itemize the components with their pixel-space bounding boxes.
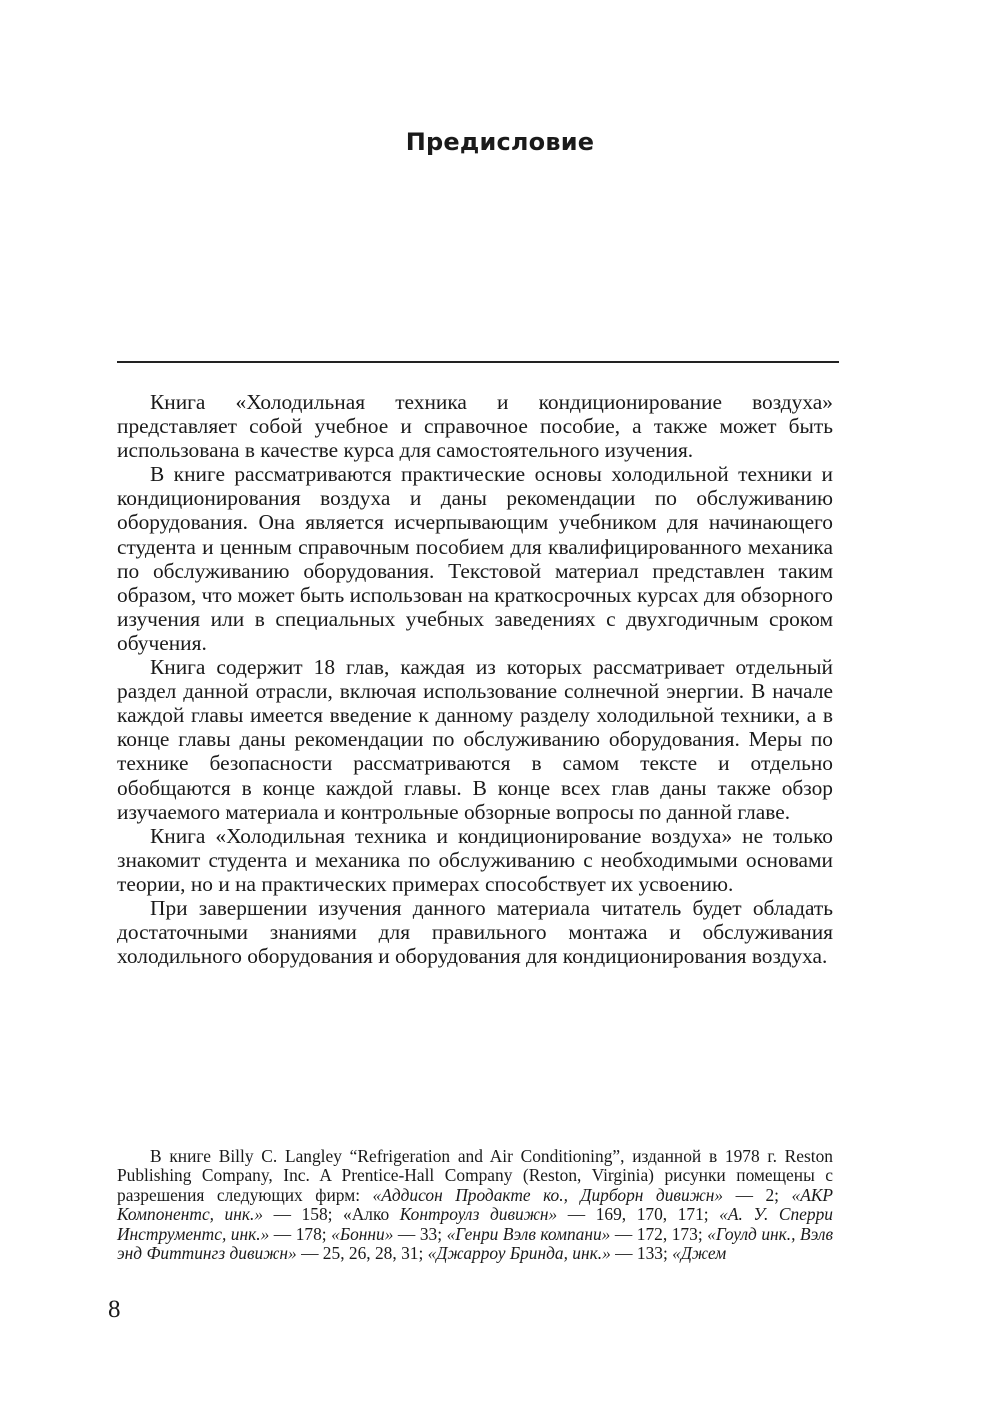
paragraph: Книга содержит 18 глав, каждая из которых рассматривает отдельный раздел данной отрасли, включая использование солнечной энергии. В начале каждой главы имеется введение к данному разделу холодильной техники, а в конце главы даны рекомендации по обслуживанию оборудования. Меры по технике безопасности рассматриваются в самом тексте и отдельно обобщаются в конце каждой главы. В конце всех глав даны также обзор изучаемого материала и контрольные обзорные вопросы по данной главе. bbox=[117, 655, 833, 824]
main-text bbox=[117, 390, 833, 968]
paragraph: Книга «Холодильная техника и кондиционирование воздуха» представляет собой учебное и справочное пособие, а также может быть использована в качестве курса для самостоятельного изучения. bbox=[117, 390, 833, 463]
footnote-firm: «Бонни» bbox=[331, 1223, 394, 1244]
footnote-text: — 158; «Алко bbox=[263, 1204, 400, 1225]
footnote-firm: «Аддисон Продакте ко., Дирборн дивижн» bbox=[372, 1184, 724, 1205]
footnote-text: — 33; bbox=[393, 1223, 447, 1244]
footnote-text: В книге Billy C. Langley “Refrigeration and Air Conditioning”, изданной в 1978 г. Reston Publishing Company, Inc. A Prentice-Hall Company (Reston, Virginia) рисунки помещены с разрешения следующих фирм: bbox=[117, 1146, 833, 1205]
horizontal-rule bbox=[117, 361, 839, 363]
paragraph: Книга «Холодильная техника и кондиционирование воздуха» не только знакомит студента и механика по обслуживанию с необходимыми основами теории, но и на практических примерах способствует их усвоению. bbox=[117, 823, 833, 896]
paragraph: При завершении изучения данного материала читатель будет обладать достаточными знаниями для правильного монтажа и обслуживания холодильного оборудования и оборудования для кондиционирования воздуха. bbox=[117, 895, 833, 969]
footnote-firm: «Гоулд инк., Вэлв энд Фиттингз дивижн» bbox=[117, 1223, 833, 1264]
footnote-text: — 178; bbox=[269, 1223, 332, 1244]
footnote-text: — 169, 170, 171; bbox=[557, 1204, 720, 1225]
footnote-text: — 2; bbox=[723, 1184, 792, 1205]
footnote-firm: «АКР Компонентс, инк.» bbox=[117, 1184, 833, 1225]
paragraph: В книге рассматриваются практические основы холодильной техники и кондиционирования воздуха и даны рекомендации по обслуживанию оборудования. Она является исчерпывающим учебником для начинающего студента и ценным справочным пособием для квалифицированного механика по обслуживанию оборудования. Текстовой материал представлен таким образом, что может быть использован на краткосрочных курсах для обзорного изучения или в специальных учебных заведениях с двухгодичным сроком обучения. bbox=[117, 462, 833, 655]
page-number: 8 bbox=[108, 1296, 121, 1323]
footnote-firm: «Джем bbox=[672, 1243, 727, 1264]
footnote bbox=[117, 1147, 833, 1263]
footnote-text: — 133; bbox=[610, 1243, 673, 1264]
footnote-firm: «Джарроу Бринда, инк.» bbox=[427, 1243, 611, 1264]
footnote-firm: «Генри Вэлв компани» bbox=[446, 1223, 611, 1244]
footnote-firm: «А. У. Сперри Инструментс, инк.» bbox=[117, 1204, 833, 1244]
footnote-firm: Контроулз дивижн» bbox=[399, 1204, 558, 1225]
footnote-text: — 25, 26, 28, 31; bbox=[296, 1243, 428, 1264]
footnote-text: — 172, 173; bbox=[610, 1223, 708, 1244]
page-title: Предисловие bbox=[405, 128, 595, 156]
